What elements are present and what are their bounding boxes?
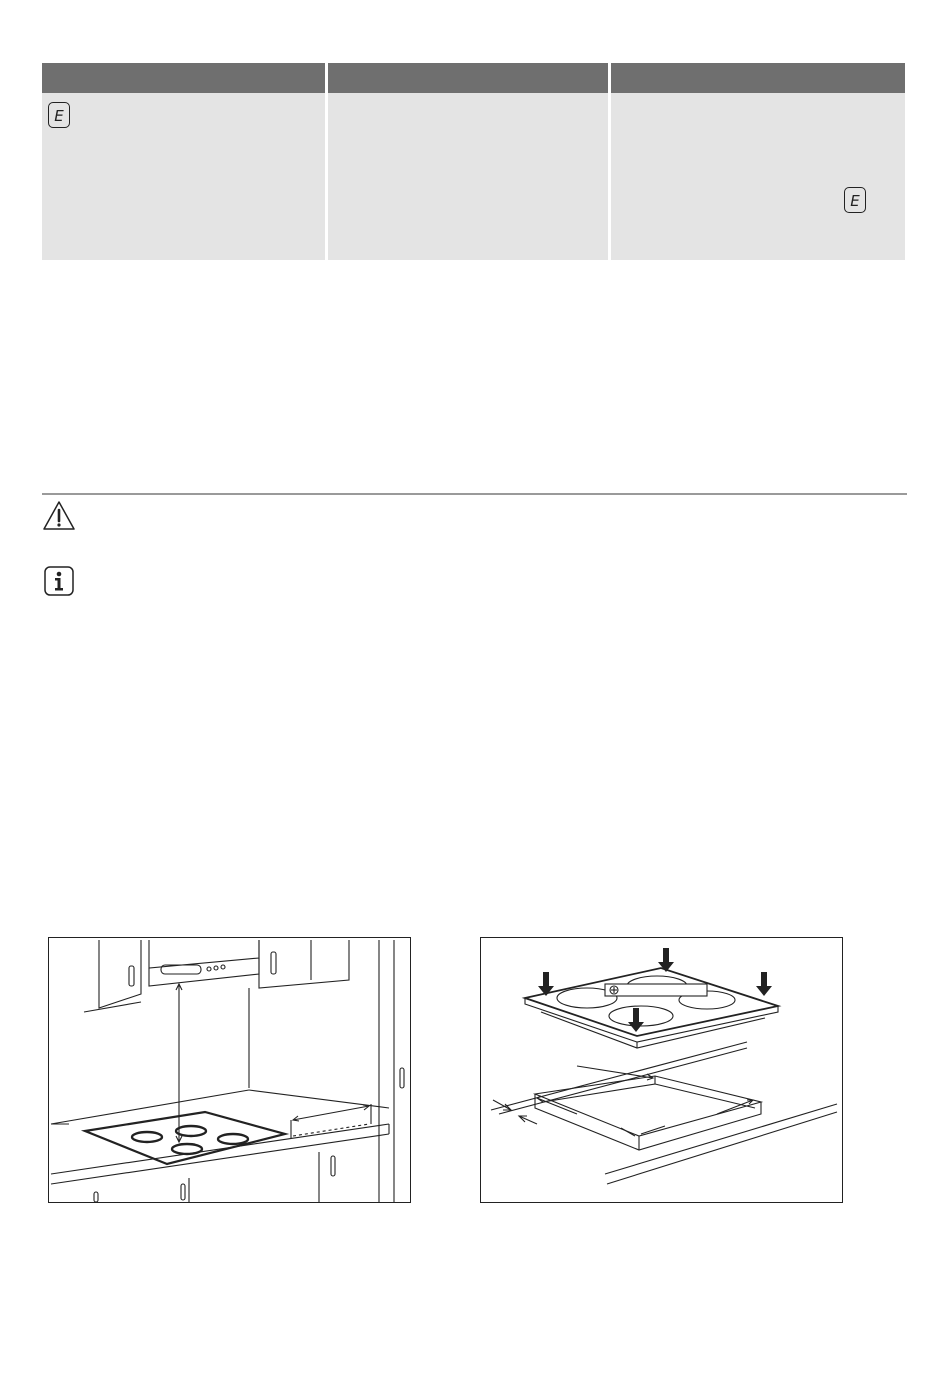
table-header-cell-3 [611, 63, 905, 93]
table-cell-1 [42, 93, 325, 260]
table-header-row [42, 63, 905, 93]
hob-cutout-mounting-diagram [480, 937, 843, 1203]
warning-triangle-icon [42, 500, 76, 532]
error-indicator-icon: E [48, 102, 70, 128]
table-cell-2 [328, 93, 608, 260]
hob-installation-clearance-diagram [48, 937, 411, 1203]
info-icon [44, 566, 74, 596]
table-header-cell-2 [328, 63, 608, 93]
table-header-cell-1 [42, 63, 325, 93]
table-row [42, 93, 905, 260]
table-cell-3 [611, 93, 905, 260]
section-divider [42, 493, 907, 495]
error-indicator-icon: E [844, 187, 866, 213]
